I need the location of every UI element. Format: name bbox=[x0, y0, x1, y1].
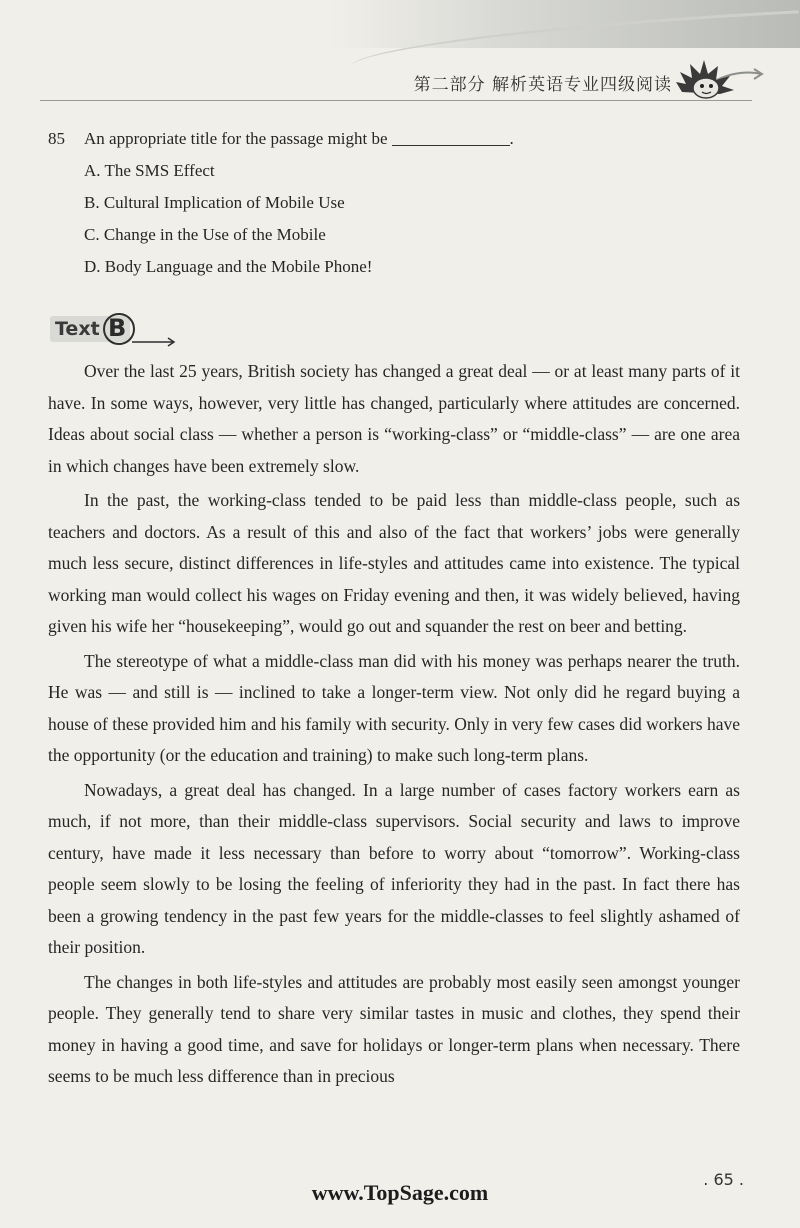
option-a: A. The SMS Effect bbox=[84, 161, 215, 180]
badge-letter: B bbox=[108, 314, 127, 342]
option-b: B. Cultural Implication of Mobile Use bbox=[84, 193, 345, 212]
page-number: . 65 . bbox=[703, 1170, 744, 1189]
option-c: C. Change in the Use of the Mobile bbox=[84, 225, 326, 244]
section-badge-text-b bbox=[50, 312, 180, 352]
passage-paragraph-4: Nowadays, a great deal has changed. In a large number of cases factory workers earn as much, if not more, than their middle-class supervisors. Social security and laws to improve century, have made it less necessary than before to worry about “tomorrow”. Working-class people seem slowly to be losing the feeling of inferiority they had in the past. In fact there has been a growing tendency in the past few years for the middle-classes to feel slightly ashamed of their position. bbox=[48, 779, 740, 957]
passage-paragraph-1: Over the last 25 years, British society has changed a great deal — or at least many parts of it have. In some ways, however, very little has changed, particularly where attitudes are concerned. Ideas about social class — whether a person is “working-class” or “middle-class” — are one area in which changes have been extremely slow. bbox=[48, 361, 740, 476]
header-rule bbox=[40, 100, 752, 101]
mascot-character-icon bbox=[674, 52, 736, 100]
badge-label: Text bbox=[55, 318, 100, 340]
question-stem bbox=[48, 126, 748, 158]
passage-paragraph-5: The changes in both life-styles and attitudes are probably most easily seen amongst younger people. They generally tend to share very similar tastes in music and clothes, they spend their money in having a good time, and save for holidays or longer-term plans when necessary. There seems to be much less difference than in precious bbox=[48, 971, 740, 1086]
header-title: 第二部分 解析英语专业四级阅读 bbox=[413, 75, 672, 95]
answer-blank bbox=[392, 129, 510, 146]
option-d: D. Body Language and the Mobile Phone! bbox=[84, 257, 373, 276]
question-stem-end: . bbox=[509, 129, 514, 148]
question-stem-text: An appropriate title for the passage might be bbox=[84, 129, 388, 148]
question-number: 85 bbox=[48, 129, 65, 148]
passage-paragraph-3: The stereotype of what a middle-class man did with his money was perhaps nearer the truth. He was — and still is — inclined to take a longer-term view. Not only did he regard buying a house of these provided him and his family with security. Only in very few cases did workers have the opportunity (or the education and training) to make such long-term plans. bbox=[48, 650, 740, 765]
footer-watermark-url: www.TopSage.com bbox=[311, 1180, 489, 1205]
passage-paragraph-2: In the past, the working-class tended to be paid less than middle-class people, such as teachers and doctors. As a result of this and also of the fact that workers’ jobs were generally much less secure, distinct differences in life-styles and attitudes came into existence. The typical working man would collect his wages on Friday evening and then, it was widely believed, having given his wife her “housekeeping”, would go out and squander the rest on beer and betting. bbox=[48, 490, 740, 636]
question-85 bbox=[48, 126, 748, 286]
passage-text bbox=[48, 356, 740, 1096]
